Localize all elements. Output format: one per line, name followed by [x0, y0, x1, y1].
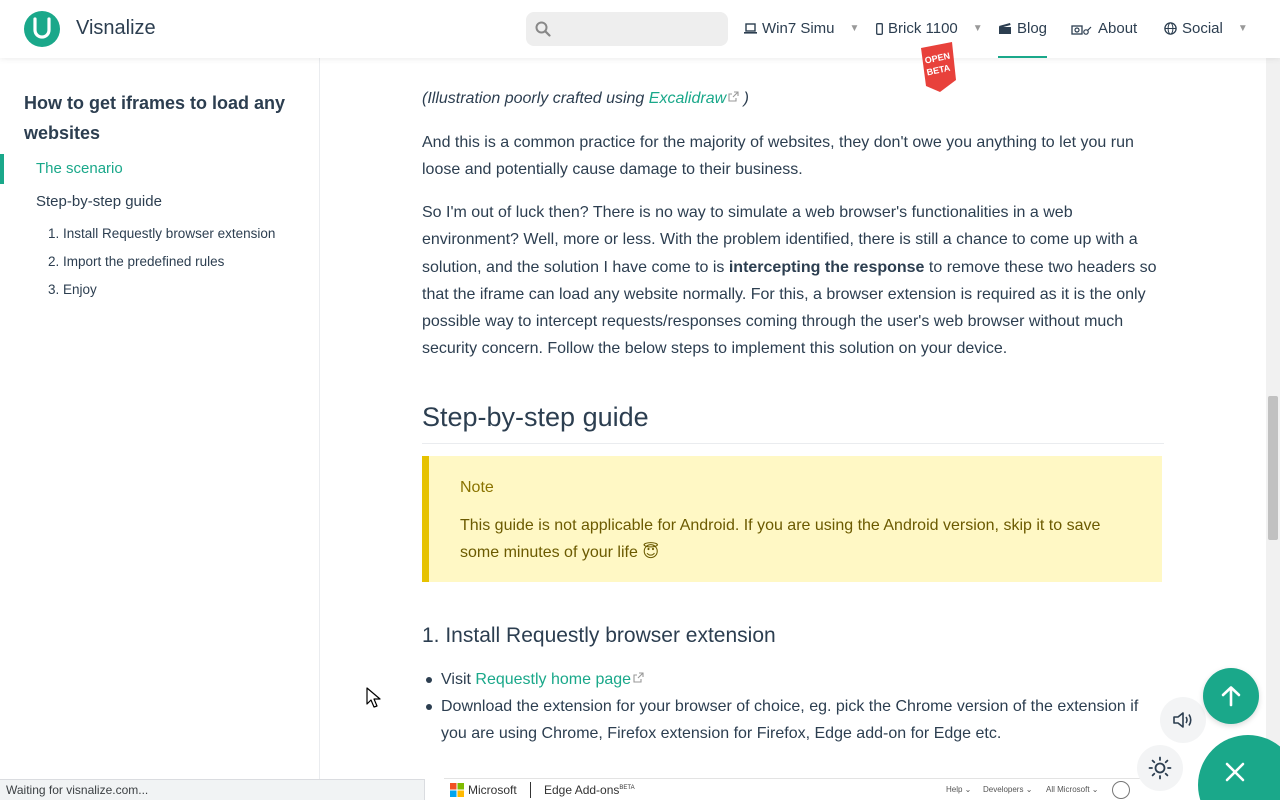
theme-toggle-button[interactable]: [1137, 745, 1183, 791]
para2-start: So I'm out of luck then? There is no way to simulate a web browser's functionalities in a web environment? Well, more or less. With the problem identified, there is still a chance to come up with a solution, and the solution I have come to is: [422, 204, 1138, 276]
logo-icon[interactable]: [24, 11, 60, 47]
para2-bold: intercepting the response: [728, 258, 925, 276]
browser-status-bar: Waiting for visnalize.com...: [0, 779, 425, 800]
note-title: Note: [460, 479, 494, 496]
clapperboard-icon: [998, 22, 1012, 35]
nav-label: Brick 1100: [888, 20, 958, 37]
external-link-icon: [728, 91, 739, 102]
toc-subitem-import[interactable]: 2. Import the predefined rules: [48, 254, 225, 269]
toc-active-indicator: [0, 154, 4, 184]
site-name[interactable]: Visnalize: [76, 17, 156, 39]
toc-subitem-install[interactable]: 1. Install Requestly browser extension: [48, 226, 276, 241]
about-icon: [1071, 22, 1093, 36]
globe-icon: [1164, 22, 1177, 35]
list-item: [441, 666, 1161, 693]
embed-nav-all-microsoft: All Microsoft ⌄: [1046, 785, 1099, 794]
nav-social[interactable]: [1164, 20, 1248, 37]
nav-label: Win7 Simu: [762, 20, 835, 37]
step1-heading: 1. Install Requestly browser extension: [422, 624, 776, 647]
embed-divider: [530, 782, 531, 798]
mouse-cursor-icon: [366, 687, 382, 709]
open-beta-badge[interactable]: [918, 40, 958, 94]
bullet-prefix: Visit: [441, 671, 476, 688]
toc-item-step-by-step-guide[interactable]: Step-by-step guide: [36, 193, 162, 210]
caret-down-icon: ▼: [972, 23, 983, 34]
nav-win7-simu[interactable]: [744, 20, 859, 37]
nav-blog[interactable]: [998, 20, 1047, 37]
toc-subitem-enjoy[interactable]: 3. Enjoy: [48, 282, 97, 297]
list-item: Download the extension for your browser of choice, eg. pick the Chrome version of the extension if you are using Chrome, Firefox extension for Firefox, Edge add-on for Edge etc.: [441, 693, 1161, 748]
excalidraw-link[interactable]: Excalidraw: [648, 90, 727, 107]
para2-end: to remove these two headers so that the iframe can load any website normally. For this, a browser extension is required as it is the only possible way to intercept requests/responses coming through the user's web browser without much security concern. Follow the below steps to implement this solution on your device.: [422, 258, 1157, 358]
note-callout: [422, 456, 1162, 582]
page-scrollbar[interactable]: [1266, 58, 1280, 800]
nav-brick-1100[interactable]: [876, 20, 983, 37]
toc-title[interactable]: How to get iframes to load any websites: [24, 93, 286, 143]
laptop-icon: [744, 23, 757, 34]
avatar-icon: [1112, 781, 1130, 799]
caret-down-icon: ▼: [849, 23, 860, 34]
nav-label: About: [1098, 20, 1138, 37]
paragraph-2: [422, 199, 1164, 363]
nav-label: Social: [1182, 20, 1223, 37]
search-icon: [535, 21, 551, 37]
search-box[interactable]: [526, 12, 728, 46]
close-icon: [1225, 762, 1245, 782]
note-text: This guide is not applicable for Android. If you are using the Android version, skip it to save some minutes of your life: [460, 517, 1101, 562]
smiling-halo-emoji-icon: 😇: [642, 544, 659, 562]
toc-item-the-scenario[interactable]: The scenario: [36, 160, 123, 177]
caption-prefix: (Illustration poorly crafted using: [422, 90, 649, 107]
scrollbar-thumb[interactable]: [1268, 396, 1278, 540]
embed-product: [544, 783, 635, 797]
close-menu-button[interactable]: [1198, 735, 1280, 800]
embed-nav-developers: Developers ⌄: [983, 785, 1033, 794]
embed-product-name: Edge Add-ons: [544, 783, 620, 797]
sun-icon: [1148, 756, 1172, 780]
caret-down-icon: ▼: [1237, 23, 1248, 34]
embedded-screenshot: [444, 778, 1140, 800]
paragraph-1: And this is a common practice for the majority of websites, they don't owe you anything to let you run loose and potentially cause damage to their business.: [422, 134, 1134, 179]
embed-nav-help: Help ⌄: [946, 785, 972, 794]
top-navbar: [0, 0, 1280, 58]
illustration-caption: [422, 85, 1164, 112]
note-body: [460, 512, 1140, 567]
embed-product-sup: BETA: [619, 785, 635, 791]
scroll-to-top-button[interactable]: [1203, 668, 1259, 724]
arrow-up-icon: [1220, 685, 1242, 707]
badge-line1: OPEN: [923, 50, 951, 66]
sound-toggle-button[interactable]: [1160, 697, 1206, 743]
search-input[interactable]: [560, 18, 720, 40]
microsoft-logo-icon: [450, 783, 464, 797]
caption-suffix: ): [739, 90, 749, 107]
nav-label: Blog: [1017, 20, 1048, 37]
nav-about[interactable]: [1071, 20, 1137, 37]
requestly-home-link[interactable]: Requestly home page: [475, 671, 632, 688]
nav-active-indicator: [998, 56, 1047, 58]
speaker-icon: [1172, 711, 1194, 729]
phone-icon: [876, 23, 883, 35]
section-heading-step-by-step: Step-by-step guide: [422, 402, 1164, 444]
badge-line2: BETA: [925, 62, 952, 78]
embed-brand: Microsoft: [468, 783, 517, 797]
external-link-icon: [633, 672, 644, 683]
